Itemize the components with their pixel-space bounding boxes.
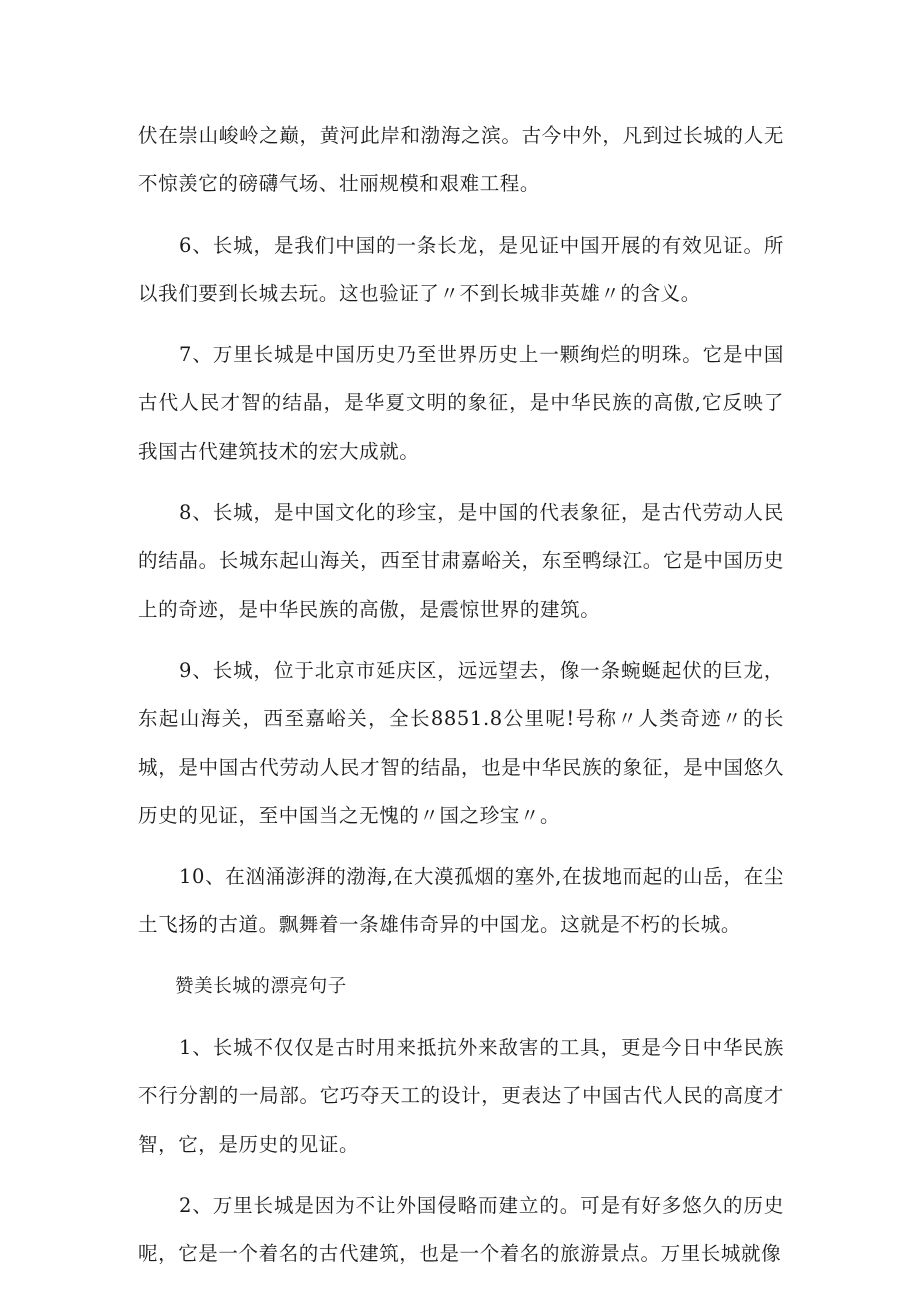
paragraph-item-7: 7、万里长城是中国历史乃至世界历史上一颗绚烂的明珠。它是中国古代人民才智的结晶，是华夏文明的象征，是中华民族的高傲,它反映了我国古代建筑技术的宏大成就。 <box>138 343 784 463</box>
section-heading: 赞美长城的漂亮句子 <box>175 975 347 997</box>
paragraph-item-9: 9、长城，位于北京市延庆区，远远望去，像一条蜿蜒起伏的巨龙，东起山海关，西至嘉峪关，全长8851.8公里呢!号称〃人类奇迹〃的长城，是中国古代劳动人民才智的结晶，也是中华民族的象征，是中国悠久历史的见证，至中国当之无愧的〃国之珍宝〃。 <box>138 658 784 827</box>
paragraph-item-8: 8、长城，是中国文化的珍宝，是中国的代表象征，是古代劳动人民的结晶。长城东起山海关，西至甘肃嘉峪关，东至鸭绿江。它是中国历史上的奇迹，是中华民族的高傲，是震惊世界的建筑。 <box>138 501 784 621</box>
section-paragraph-2: 2、万里长城是因为不让外国侵略而建立的。可是有好多悠久的历史呢，它是一个着名的古代建筑，也是一个着名的旅游景点。万里长城就像 <box>138 1193 784 1266</box>
paragraph-item-10: 10、在汹涌澎湃的渤海,在大漠孤烟的塞外,在拔地而起的山岳，在尘土飞扬的古道。飘舞着一条雄伟奇异的中国龙。这就是不朽的长城。 <box>138 865 784 937</box>
paragraph-continuation: 伏在崇山峻岭之巅，黄河此岸和渤海之滨。古今中外，凡到过长城的人无不惊羡它的磅礴气场、壮丽规模和艰难工程。 <box>138 124 784 196</box>
section-paragraph-1: 1、长城不仅仅是古时用来抵抗外来敌害的工具，更是今日中华民族不行分割的一局部。它巧夺天工的设计，更表达了中国古代人民的高度才智，它，是历史的见证。 <box>138 1036 784 1156</box>
paragraph-item-6: 6、长城，是我们中国的一条长龙，是见证中国开展的有效见证。所以我们要到长城去玩。这也验证了〃不到长城非英雄〃的含义。 <box>138 233 784 305</box>
document-body <box>138 112 784 1292</box>
